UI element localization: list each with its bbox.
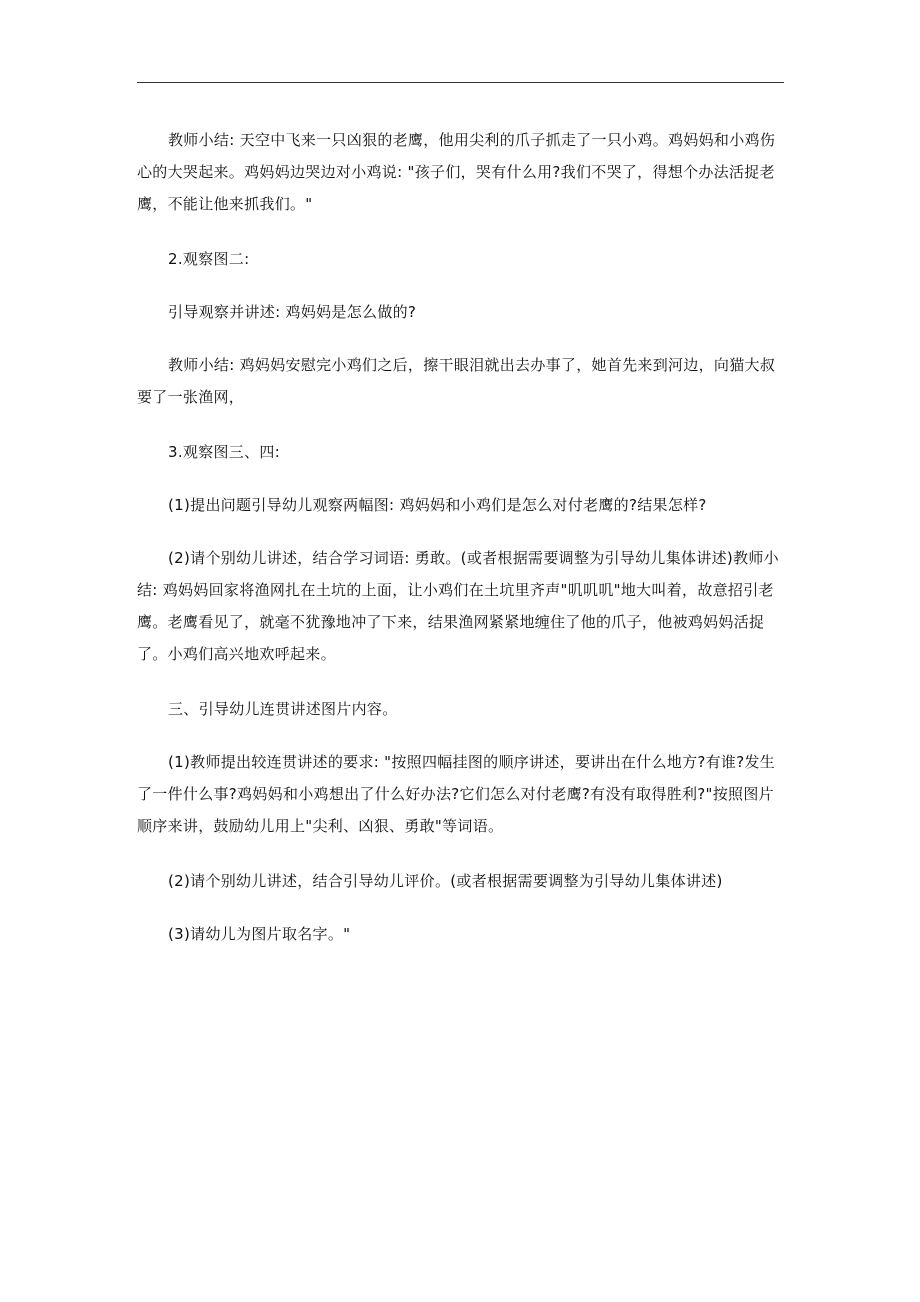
paragraph-teacher-summary-1: 教师小结: 天空中飞来一只凶狠的老鹰，他用尖利的爪子抓走了一只小鸡。鸡妈妈和小鸡伤心的大哭起来。鸡妈妈边哭边对小鸡说: "孩子们，哭有什么用?我们不哭了，得想个办法活捉老鹰，不能让他来抓我们。" xyxy=(137,131,776,213)
paragraph-evaluate-2: (2)请个别幼儿讲述，结合引导幼儿评价。(或者根据需要调整为引导幼儿集体讲述) xyxy=(168,872,723,890)
paragraph-teacher-summary-2: 教师小结: 鸡妈妈安慰完小鸡们之后，擦干眼泪就出去办事了，她首先来到河边，向猫大叔要了一张渔网， xyxy=(137,356,776,406)
paragraph-requirement-1: (1)教师提出较连贯讲述的要求: "按照四幅挂图的顺序讲述，要讲出在什么地方?有谁?发生了一件什么事?鸡妈妈和小鸡想出了什么好办法?它们怎么对付老鹰?有没有取得胜利?"按照图片顺序来讲，鼓励幼儿用上"尖利、凶狠、勇敢"等词语。 xyxy=(137,753,776,835)
paragraph-story-2: (2)请个别幼儿讲述，结合学习词语: 勇敢。(或者根据需要调整为引导幼儿集体讲述)教师小结: 鸡妈妈回家将渔网扎在土坑的上面，让小鸡们在土坑里齐声"叽叽叽"地大叫着，故意招引老鹰。老鹰看见了，就毫不犹豫地冲了下来，结果渔网紧紧地缠住了他的爪子，他被鸡妈妈活捉了。小鸡们高兴地欢呼起来。 xyxy=(137,549,779,663)
paragraph-section-three: 三、引导幼儿连贯讲述图片内容。 xyxy=(168,700,398,718)
header-rule xyxy=(137,82,784,83)
paragraph-question-1: (1)提出问题引导幼儿观察两幅图: 鸡妈妈和小鸡们是怎么对付老鹰的?结果怎样? xyxy=(168,496,707,514)
paragraph-heading-observe-2: 2.观察图二: xyxy=(168,250,250,268)
paragraph-naming-3: (3)请幼儿为图片取名字。" xyxy=(168,925,351,943)
paragraph-guide-observe: 引导观察并讲述: 鸡妈妈是怎么做的? xyxy=(168,303,417,321)
paragraph-heading-observe-3-4: 3.观察图三、四: xyxy=(168,443,281,461)
document-body xyxy=(137,124,787,973)
